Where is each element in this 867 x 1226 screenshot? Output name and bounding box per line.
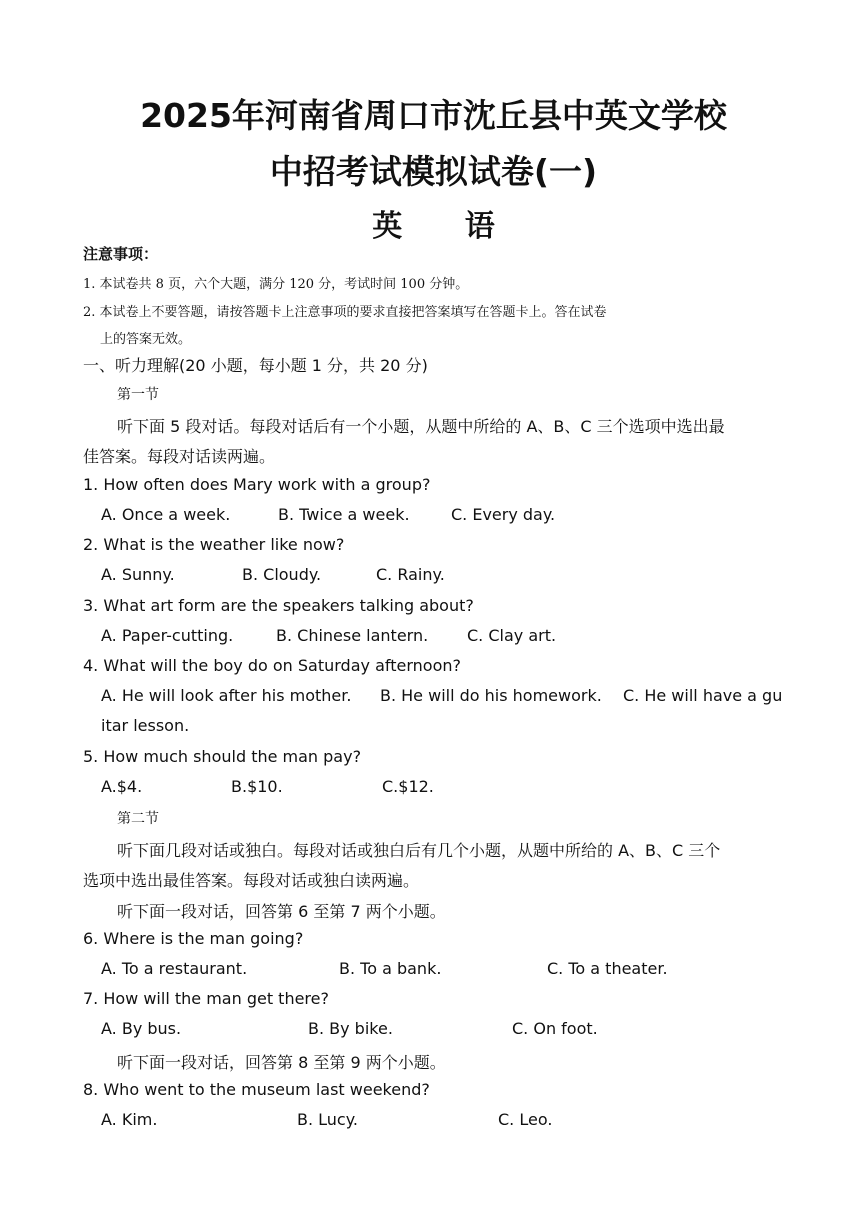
q6-option-b: B. To a bank.	[339, 959, 442, 978]
question-6: 6. Where is the man going?	[83, 929, 304, 948]
question-7: 7. How will the man get there?	[83, 989, 329, 1008]
part2-instruction-b: 选项中选出最佳答案。每段对话或独白读两遍。	[83, 871, 420, 890]
q5-option-a: A.$4.	[101, 777, 143, 796]
part2-subinstruction-1: 听下面一段对话，回答第 6 至第 7 两个小题。	[117, 902, 446, 921]
exam-title-line1: 2025年河南省周口市沈丘县中英文学校	[140, 96, 727, 135]
q7-option-c: C. On foot.	[512, 1019, 598, 1038]
q2-option-b: B. Cloudy.	[242, 565, 322, 584]
q2-option-c: C. Rainy.	[376, 565, 445, 584]
notice-item-1: 1. 本试卷共 8 页，六个大题，满分 120 分，考试时间 100 分钟。	[83, 277, 469, 292]
q1-option-c: C. Every day.	[451, 505, 556, 524]
section1-heading: 一、听力理解(20 小题，每小题 1 分，共 20 分)	[83, 356, 428, 375]
q1-option-b: B. Twice a week.	[278, 505, 410, 524]
q6-option-c: C. To a theater.	[547, 959, 668, 978]
q4-option-b: B. He will do his homework.	[380, 686, 602, 705]
part1-instruction-b: 佳答案。每段对话读两遍。	[83, 447, 276, 466]
q4-option-a: A. He will look after his mother.	[101, 686, 352, 705]
q1-option-a: A. Once a week.	[101, 505, 231, 524]
q4-option-c: C. He will have a gu	[623, 686, 783, 705]
part2-instruction-a: 听下面几段对话或独白。每段对话或独白后有几个小题，从题中所给的 A、B、C 三个	[117, 841, 721, 860]
question-8: 8. Who went to the museum last weekend?	[83, 1080, 430, 1099]
question-4: 4. What will the boy do on Saturday afternoon?	[83, 656, 461, 675]
q4-option-c-continued: itar lesson.	[101, 716, 190, 735]
part2-subinstruction-2: 听下面一段对话，回答第 8 至第 9 两个小题。	[117, 1053, 446, 1072]
subject-title: 英 语	[372, 209, 521, 244]
q8-option-b: B. Lucy.	[297, 1110, 358, 1129]
notice-item-2b: 上的答案无效。	[100, 332, 192, 347]
part2-label: 第二节	[117, 811, 159, 827]
part1-instruction-a: 听下面 5 段对话。每段对话后有一个小题，从题中所给的 A、B、C 三个选项中选出最	[117, 417, 725, 436]
question-3: 3. What art form are the speakers talking about?	[83, 596, 474, 615]
q3-option-b: B. Chinese lantern.	[276, 626, 429, 645]
question-1: 1. How often does Mary work with a group?	[83, 475, 431, 494]
notice-heading: 注意事项：	[83, 245, 159, 263]
q7-option-b: B. By bike.	[308, 1019, 393, 1038]
question-5: 5. How much should the man pay?	[83, 747, 362, 766]
part1-label: 第一节	[117, 387, 159, 403]
q7-option-a: A. By bus.	[101, 1019, 182, 1038]
q2-option-a: A. Sunny.	[101, 565, 175, 584]
q8-option-c: C. Leo.	[498, 1110, 553, 1129]
notice-item-2a: 2. 本试卷上不要答题，请按答题卡上注意事项的要求直接把答案填写在答题卡上。答在试卷	[83, 305, 607, 320]
question-2: 2. What is the weather like now?	[83, 535, 345, 554]
exam-title-line2: 中招考试模拟试卷(一)	[269, 152, 598, 191]
q5-option-c: C.$12.	[382, 777, 434, 796]
q3-option-c: C. Clay art.	[467, 626, 557, 645]
q8-option-a: A. Kim.	[101, 1110, 158, 1129]
q3-option-a: A. Paper-cutting.	[101, 626, 234, 645]
q6-option-a: A. To a restaurant.	[101, 959, 248, 978]
q5-option-b: B.$10.	[231, 777, 283, 796]
